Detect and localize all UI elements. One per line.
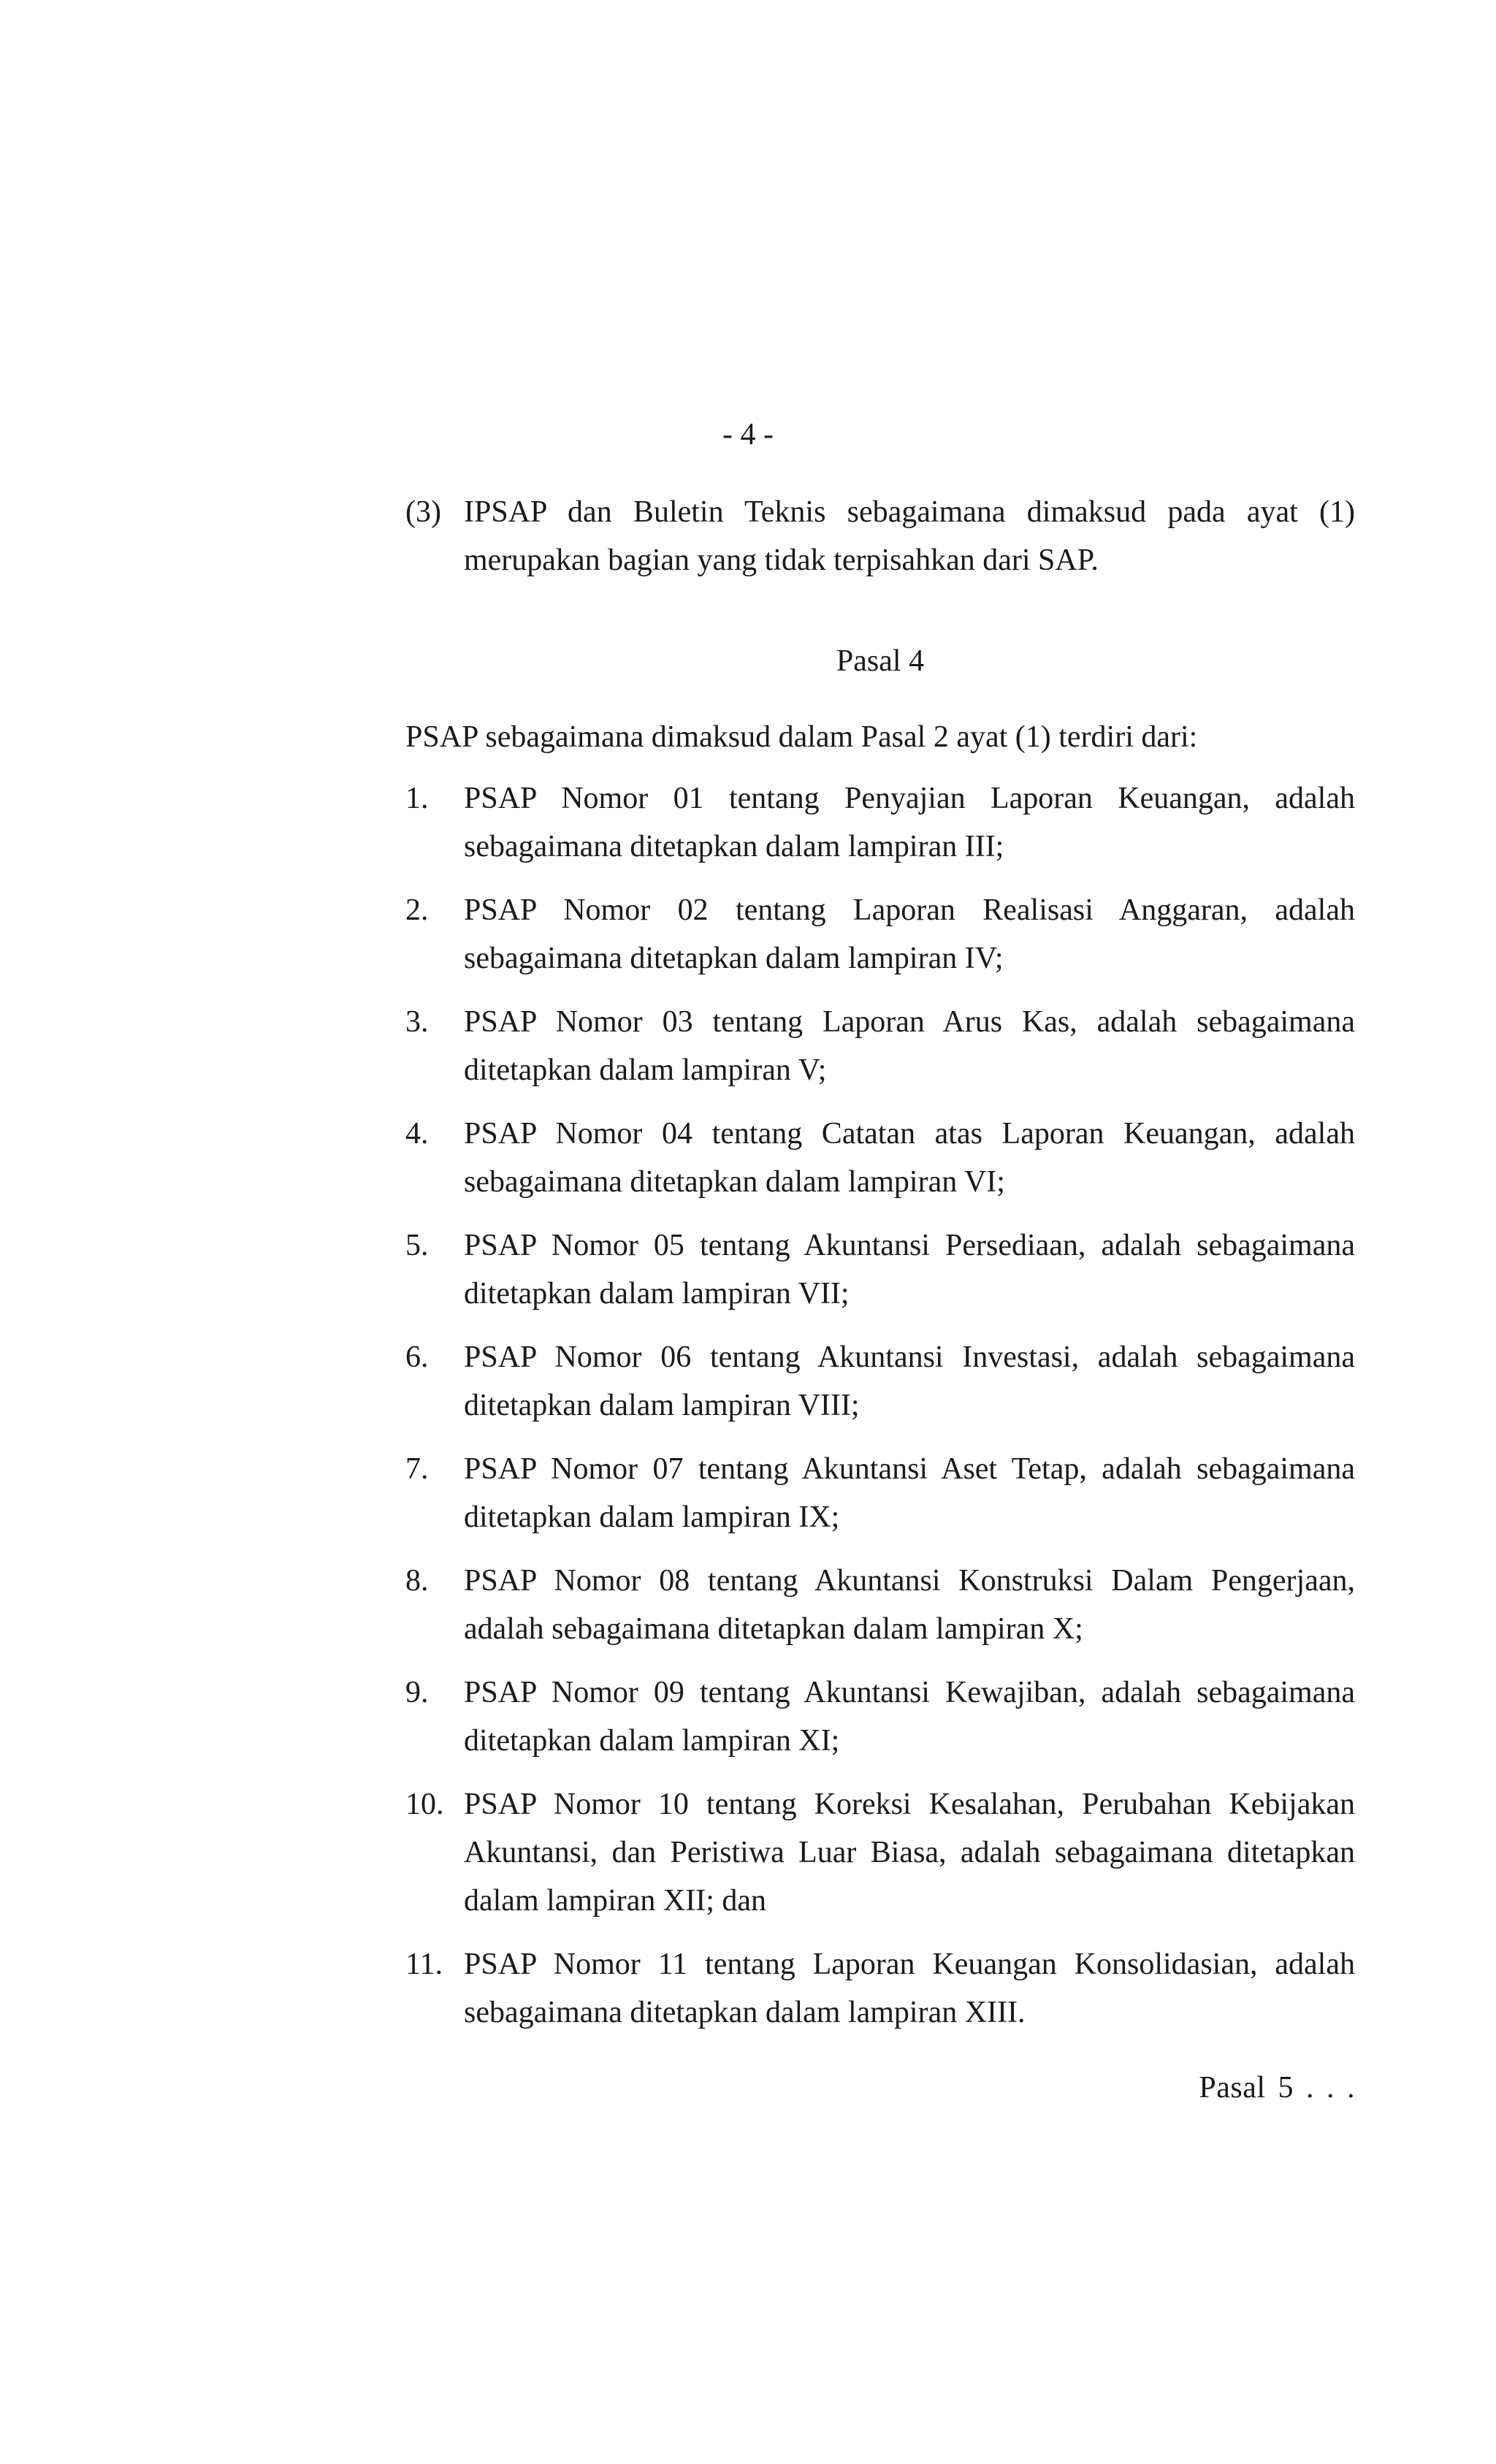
text-line: PSAP Nomor 11 tentang Laporan Keuangan Konsolidasian, adalah (464, 1948, 1355, 1981)
item-text (464, 1557, 1355, 1653)
list-item (405, 1221, 1355, 1318)
document-body (405, 488, 1355, 2052)
list-item (405, 1780, 1355, 1925)
item-number: 11. (405, 1948, 443, 1981)
text-line: Akuntansi, dan Peristiwa Luar Biasa, adalah sebagaimana ditetapkan (464, 1836, 1355, 1869)
text-line: ditetapkan dalam lampiran VIII; (464, 1389, 860, 1422)
continuation-marker: Pasal 5 . . . (1199, 2071, 1355, 2105)
ayat-text (464, 488, 1355, 584)
text-line: sebagaimana ditetapkan dalam lampiran XIII. (464, 1996, 1026, 2029)
text-line: sebagaimana ditetapkan dalam lampiran III; (464, 830, 1004, 863)
item-number: 2. (405, 893, 429, 927)
text-line: PSAP Nomor 02 tentang Laporan Realisasi Anggaran, adalah (464, 893, 1355, 927)
item-text (464, 1780, 1355, 1925)
item-number: 10. (405, 1788, 444, 1821)
list-item (405, 1110, 1355, 1206)
item-text (464, 1110, 1355, 1206)
text-line: PSAP Nomor 09 tentang Akuntansi Kewajiban, adalah sebagaimana (464, 1676, 1355, 1709)
list-item (405, 1557, 1355, 1653)
item-text (464, 1668, 1355, 1765)
list-item (405, 774, 1355, 871)
item-text (464, 774, 1355, 871)
item-text (464, 886, 1355, 983)
list-item (405, 886, 1355, 983)
text-line: ditetapkan dalam lampiran V; (464, 1053, 827, 1087)
text-line: PSAP Nomor 06 tentang Akuntansi Investasi, adalah sebagaimana (464, 1340, 1355, 1374)
item-number: 6. (405, 1340, 429, 1374)
text-line: ditetapkan dalam lampiran VII; (464, 1277, 850, 1311)
text-line: PSAP Nomor 01 tentang Penyajian Laporan Keuangan, adalah (464, 782, 1355, 815)
ayat-3 (405, 488, 1355, 584)
text-line: PSAP Nomor 03 tentang Laporan Arus Kas, adalah sebagaimana (464, 1005, 1355, 1039)
page-number: - 4 - (722, 418, 774, 451)
text-line: adalah sebagaimana ditetapkan dalam lampiran X; (464, 1612, 1083, 1646)
text-line: PSAP Nomor 10 tentang Koreksi Kesalahan, Perubahan Kebijakan (464, 1788, 1355, 1821)
text-line: PSAP Nomor 07 tentang Akuntansi Aset Tetap, adalah sebagaimana (464, 1452, 1355, 1486)
text-line: sebagaimana ditetapkan dalam lampiran IV; (464, 942, 1004, 975)
item-number: 1. (405, 782, 429, 815)
section-intro: PSAP sebagaimana dimaksud dalam Pasal 2 ayat (1) terdiri dari: (405, 720, 1198, 754)
text-line: IPSAP dan Buletin Teknis sebagaimana dimaksud pada ayat (1) (464, 495, 1355, 529)
psap-list (405, 774, 1355, 2037)
ayat-number: (3) (405, 495, 441, 529)
section-heading: Pasal 4 (836, 644, 925, 678)
list-item (405, 1940, 1355, 2037)
item-text (464, 1221, 1355, 1318)
item-number: 9. (405, 1676, 429, 1709)
item-text (464, 1445, 1355, 1541)
item-number: 8. (405, 1564, 429, 1598)
item-text (464, 998, 1355, 1094)
item-number: 7. (405, 1452, 429, 1486)
text-line: PSAP Nomor 04 tentang Catatan atas Laporan Keuangan, adalah (464, 1117, 1355, 1151)
text-line: PSAP Nomor 08 tentang Akuntansi Konstruksi Dalam Pengerjaan, (464, 1564, 1355, 1598)
text-line: dalam lampiran XII; dan (464, 1884, 767, 1918)
text-line: ditetapkan dalam lampiran XI; (464, 1724, 840, 1758)
item-text (464, 1940, 1355, 2037)
list-item (405, 1668, 1355, 1765)
text-line: sebagaimana ditetapkan dalam lampiran VI; (464, 1165, 1005, 1199)
text-line: ditetapkan dalam lampiran IX; (464, 1500, 840, 1534)
text-line: merupakan bagian yang tidak terpisahkan dari SAP. (464, 543, 1099, 577)
list-item (405, 1333, 1355, 1430)
item-number: 3. (405, 1005, 429, 1039)
list-item (405, 998, 1355, 1094)
list-item (405, 1445, 1355, 1541)
item-number: 5. (405, 1229, 429, 1262)
item-text (464, 1333, 1355, 1430)
text-line: PSAP Nomor 05 tentang Akuntansi Persediaan, adalah sebagaimana (464, 1229, 1355, 1262)
item-number: 4. (405, 1117, 429, 1151)
